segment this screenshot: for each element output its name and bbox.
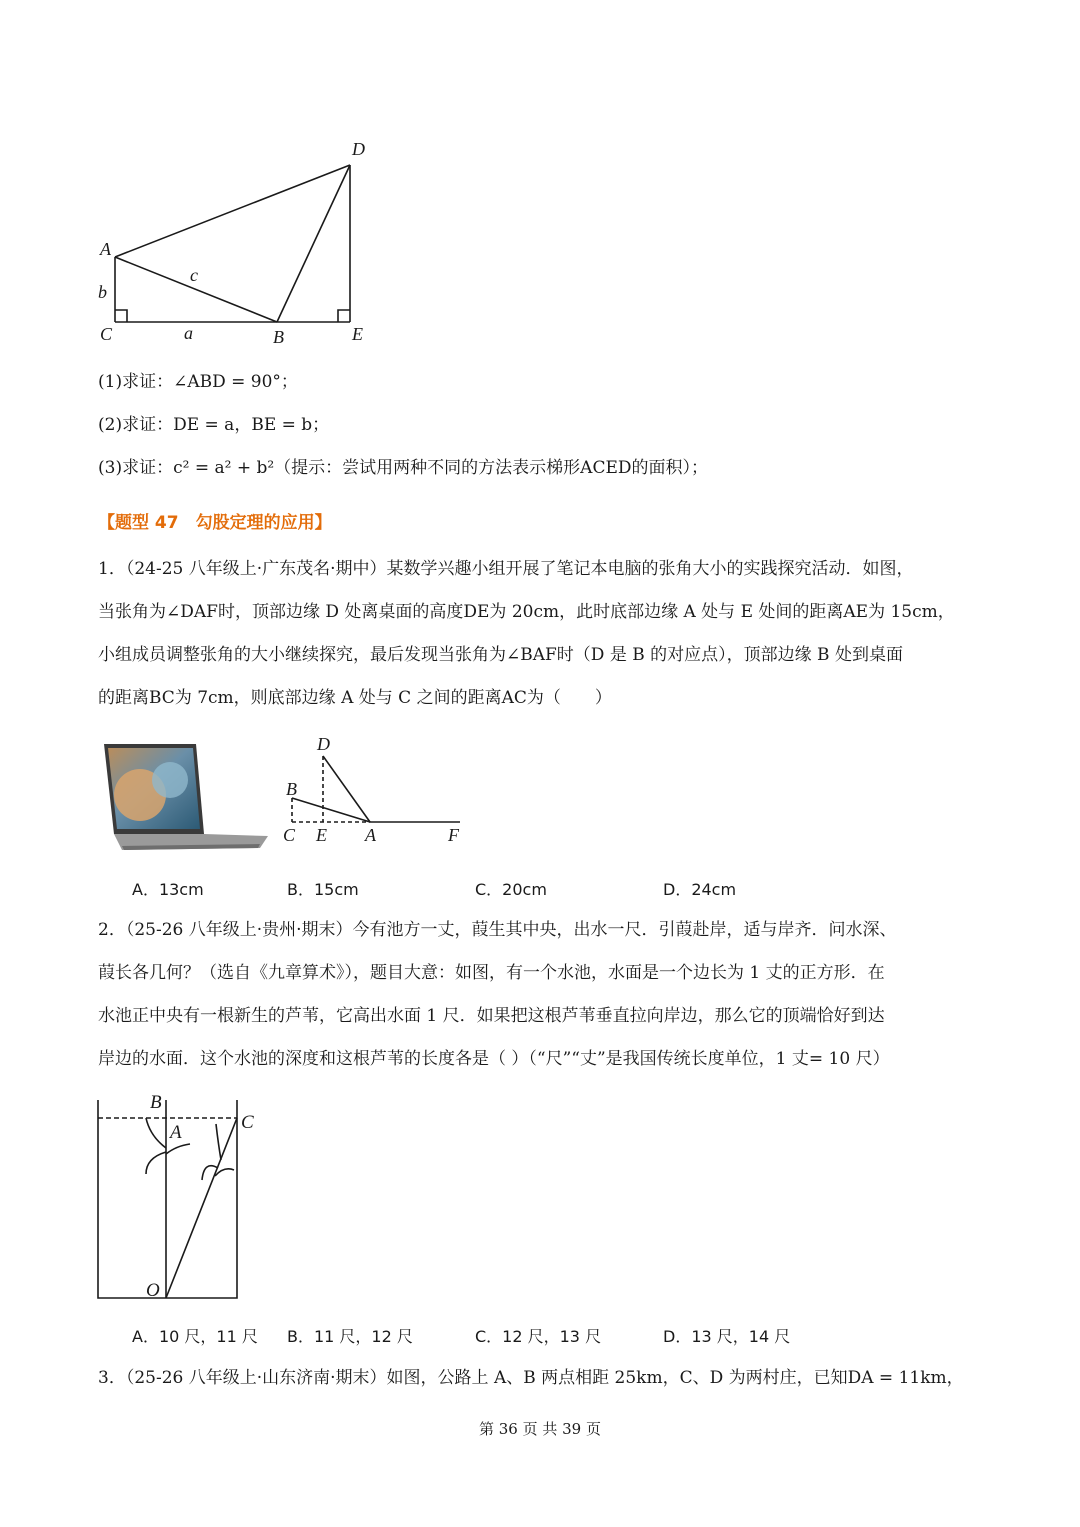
right-angle-C — [115, 310, 127, 322]
q1-option-a[interactable]: A．13cm — [132, 880, 204, 899]
figure-laptop-angle — [280, 730, 470, 848]
q1-option-d[interactable]: D．24cm — [663, 880, 737, 899]
reed-leaf-1 — [146, 1118, 166, 1148]
label-A: A — [100, 239, 111, 259]
q1-line-1: 1．（24-25 八年级上·广东茂名·期中）某数学兴趣小组开展了笔记本电脑的张角大小的实践探究活动．如图， — [98, 559, 914, 579]
segment-AB — [292, 798, 370, 822]
segment-AD — [115, 165, 350, 257]
q2-line-2: 葭长各几何？（选自《九章算术》），题目大意：如图，有一个水池，水面是一个边长为 1 丈的正方形．在 — [98, 963, 885, 983]
segment-AD — [323, 756, 370, 822]
page-footer: 第 36 页 共 39 页 — [478, 1420, 601, 1438]
figure-pond — [90, 1088, 270, 1303]
q2-option-c[interactable]: C．12 尺，13 尺 — [475, 1327, 602, 1346]
q2-option-b[interactable]: B．11 尺，12 尺 — [287, 1327, 413, 1346]
label-C: C — [100, 324, 113, 344]
laptop-image — [100, 740, 272, 852]
proof-part-3: (3)求证：c² = a² + b²（提示：尝试用两种不同的方法表示梯形ACED的面积）； — [98, 458, 709, 478]
figure-trapezoid — [90, 135, 390, 350]
reed-leaf-3 — [146, 1152, 166, 1174]
label-B: B — [286, 779, 297, 799]
q2-option-d[interactable]: D．13 尺，14 尺 — [663, 1327, 791, 1346]
q1-line-2: 当张角为∠DAF时，顶部边缘 D 处离桌面的高度DE为 20cm，此时底部边缘 A 处与 E 处间的距离AE为 15cm， — [98, 602, 955, 622]
q1-option-b[interactable]: B．15cm — [287, 880, 359, 899]
q3-line-1: 3．（25-26 八年级上·山东济南·期末）如图，公路上 A、B 两点相距 25km，C、D 为两村庄，已知DA = 11km， — [98, 1368, 964, 1388]
label-D: D — [317, 734, 330, 754]
label-B: B — [150, 1092, 162, 1113]
label-c: c — [190, 265, 198, 285]
label-C: C — [283, 825, 296, 845]
reed-leaf-5 — [216, 1124, 221, 1160]
right-angle-E — [338, 310, 350, 322]
q2-line-3: 水池正中央有一根新生的芦苇，它高出水面 1 尺．如果把这根芦苇垂直拉向岸边，那么它的顶端恰好到达 — [98, 1006, 885, 1026]
label-a: a — [184, 323, 193, 343]
label-B: B — [273, 327, 284, 347]
label-A: A — [170, 1122, 182, 1143]
q1-line-3: 小组成员调整张角的大小继续探究，最后发现当张角为∠BAF时（D 是 B 的对应点），顶部边缘 B 处到桌面 — [98, 645, 903, 665]
reed-pulled — [166, 1118, 237, 1298]
q1-line-4: 的距离BC为 7cm，则底部边缘 A 处与 C 之间的距离AC为（ ） — [98, 688, 612, 708]
reed-leaf-6 — [215, 1169, 234, 1176]
q2-option-a[interactable]: A．10 尺，11 尺 — [132, 1327, 258, 1346]
label-C: C — [241, 1112, 254, 1133]
q2-line-1: 2．（25-26 八年级上·贵州·期末）今有池方一丈，葭生其中央，出水一尺．引葭赴岸，适与岸齐．问水深、 — [98, 920, 897, 940]
label-E: E — [352, 324, 363, 344]
label-b: b — [98, 282, 107, 302]
section-title: 【题型 47 勾股定理的应用】 — [98, 513, 332, 533]
reed-leaf-2 — [166, 1144, 190, 1154]
proof-part-2: (2)求证：DE = a，BE = b； — [98, 415, 330, 435]
label-D: D — [352, 139, 365, 159]
label-A: A — [365, 825, 376, 845]
label-E: E — [316, 825, 327, 845]
label-O: O — [146, 1280, 160, 1301]
label-F: F — [448, 825, 459, 845]
proof-part-1: (1)求证：∠ABD = 90°； — [98, 372, 298, 392]
q2-line-4: 岸边的水面．这个水池的深度和这根芦苇的长度各是（ ）（“尺”“丈”是我国传统长度单位，1 丈= 10 尺） — [98, 1049, 890, 1069]
q1-option-c[interactable]: C．20cm — [475, 880, 547, 899]
